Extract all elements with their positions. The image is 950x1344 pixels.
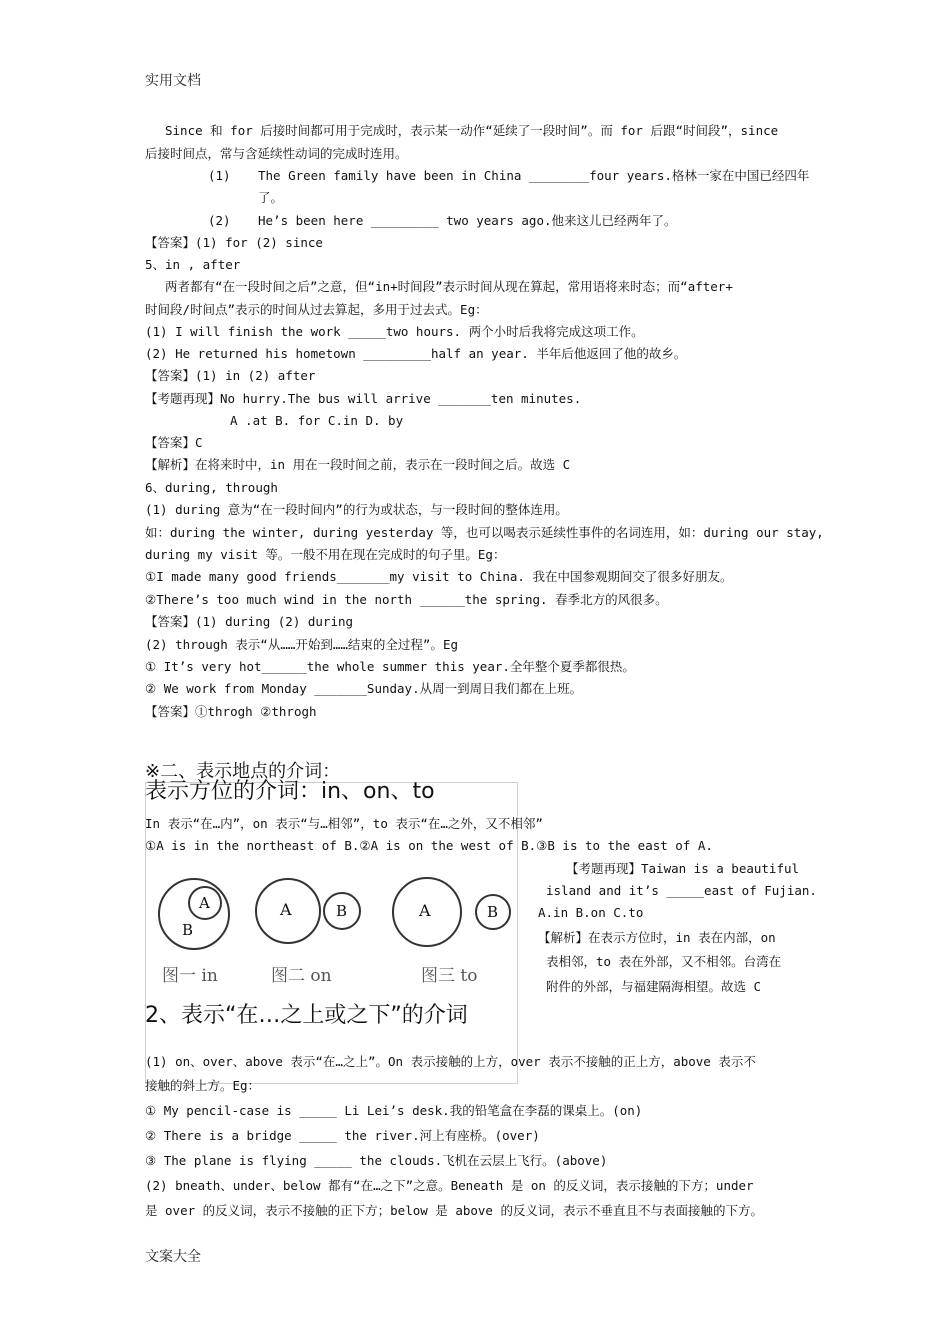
sec2-examples: ①A is in the northeast of B.②A is on the west of B.③B is to the east of A. (145, 838, 713, 853)
s4-ex1-line1: The Green family have been in China ________four years.格林一家在中国已经四年 (258, 168, 810, 183)
sec2-example1: ① My pencil-case is _____ Li Lei’s desk.我的铅笔盒在李磊的课桌上。(on) (145, 1103, 643, 1118)
sec2-example3: ③ The plane is flying _____ the clouds.飞机在云层上飞行。(above) (145, 1153, 608, 1168)
sec2-example2: ② There is a bridge _____ the river.河上有座桥。(over) (145, 1128, 540, 1143)
fig2-caption: 图二 on (271, 966, 332, 986)
sec2-para4: 是 over 的反义词，表示不接触的正下方；below 是 above 的反义词，表示不垂直且不与表面接触的下方。 (145, 1203, 763, 1218)
s4-ex1-line2: 了。 (258, 190, 284, 205)
s4-ex2-number: (2) (208, 213, 231, 228)
fig1-label-a: A (199, 894, 210, 912)
s5-exam-options: A .at B. for C.in D. by (230, 413, 404, 428)
sec2-sub1-heading: 表示方位的介词：in、on、to (145, 779, 435, 804)
s6-example3: ① It’s very hot______the whole summer this year.全年整个夏季都很热。 (145, 659, 635, 674)
s5-para-line1: 两者都有“在一段时间之后”之意，但“in+时间段”表示时间从现在算起，常用语将来时态；而“after+ (165, 279, 733, 294)
s6-para2: 如：during the winter, during yesterday 等，也可以喝表示延续性事件的名词连用，如：during our stay, (145, 525, 824, 540)
s5-example1: (1) I will finish the work _____two hours. 两个小时后我将完成这项工作。 (145, 324, 644, 339)
s5-analysis: 【解析】在将来时中，in 用在一段时间之前，表示在一段时间之后。故选 C (145, 457, 571, 472)
s5-exam-answer: 【答案】C (145, 435, 203, 450)
fig3-label-b: B (487, 903, 499, 921)
fig2-label-a: A (280, 900, 292, 919)
fig1-label-b: B (182, 921, 194, 939)
s5-answer: 【答案】(1) in (2) after (145, 368, 316, 383)
sec2-analysis-line1: 【解析】在表示方位时，in 表在内部，on (538, 930, 776, 945)
s6-heading: 6、during, through (145, 480, 278, 495)
s5-example2: (2) He returned his hometown _________half an year. 半年后他返回了他的故乡。 (145, 346, 687, 361)
s6-example4: ② We work from Monday _______Sunday.从周一到周日我们都在上班。 (145, 681, 583, 696)
s5-exam-question: 【考题再现】No hurry.The bus will arrive _______ten minutes. (145, 391, 582, 406)
sec2-sub2-heading: 2、表示“在…之上或之下”的介词 (145, 1003, 468, 1028)
s6-answer1: 【答案】(1) during (2) during (145, 614, 354, 629)
sec2-exam-options: A.in B.on C.to (538, 905, 644, 920)
fig3-caption: 图三 to (421, 966, 478, 986)
sec2-para1: (1) on、over、above 表示“在…之上”。On 表示接触的上方，over 表示不接触的正上方，above 表示不 (145, 1054, 756, 1069)
s4-ex2-line: He’s been here _________ two years ago.他来这儿已经两年了。 (258, 213, 677, 228)
s4-intro-line2: 后接时间点，常与含延续性动词的完成时连用。 (145, 146, 408, 161)
page-footer: 文案大全 (145, 1249, 201, 1265)
fig3-label-a: A (419, 901, 431, 920)
sec2-description: In 表示“在…内”，on 表示“与…相邻”，to 表示“在…之外，又不相邻” (145, 816, 543, 831)
fig1-caption: 图一 in (162, 966, 218, 986)
s4-answer: 【答案】(1) for (2) since (145, 235, 323, 250)
sec2-para3: (2) bneath、under、below 都有“在…之下”之意。Beneath 是 on 的反义词，表示接触的下方；under (145, 1178, 754, 1193)
sec2-exam-line2: island and it’s _____east of Fujian. (546, 883, 817, 898)
s6-para4: (2) through 表示“从……开始到……结束的全过程”。Eg (145, 637, 459, 652)
s5-heading: 5、in , after (145, 257, 241, 272)
s6-answer2: 【答案】①throgh ②throgh (145, 704, 317, 719)
sec2-para2: 接触的斜上方。Eg： (145, 1078, 261, 1093)
page-header: 实用文档 (145, 73, 201, 89)
sec2-exam-line1: 【考题再现】Taiwan is a beautiful (566, 861, 800, 876)
sec2-analysis-line2: 表相邻，to 表在外部，又不相邻。台湾在 (546, 954, 782, 969)
s5-para-line2: 时间段/时间点”表示的时间从过去算起，多用于过去式。Eg： (145, 302, 488, 317)
s6-example1: ①I made many good friends_______my visit to China. 我在中国参观期间交了很多好朋友。 (145, 569, 733, 584)
s6-para1: (1) during 意为“在一段时间内”的行为或状态，与一段时间的整体连用。 (145, 502, 568, 517)
sec2-analysis-line3: 附件的外部，与福建隔海相望。故选 C (546, 979, 762, 994)
s6-example2: ②There’s too much wind in the north ______the spring. 春季北方的风很多。 (145, 592, 668, 607)
sec2-heading: ※二、表示地点的介词： (145, 761, 341, 782)
s6-para3: during my visit 等。一般不用在现在完成时的句子里。Eg： (145, 547, 506, 562)
s4-intro-line1: Since 和 for 后接时间都可用于完成时，表示某一动作“延续了一段时间”。而 for 后跟“时间段”，since (165, 123, 779, 138)
s4-ex1-number: (1) (208, 168, 231, 183)
fig2-label-b: B (336, 902, 348, 920)
